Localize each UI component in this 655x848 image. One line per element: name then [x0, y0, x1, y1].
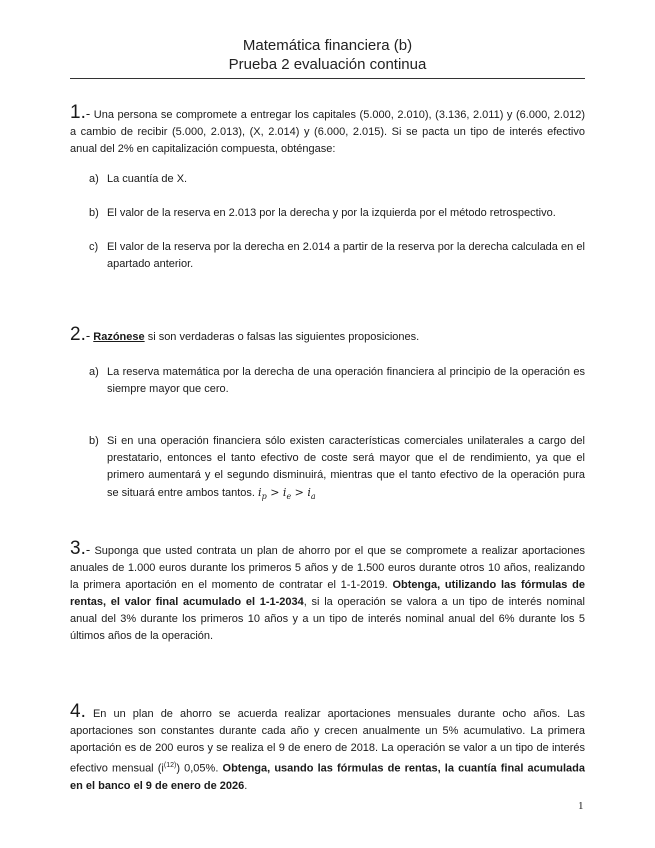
question-4-number: 4.	[70, 701, 86, 722]
item-text: La reserva matemática por la derecha de una operación financiera al principio de la operación es siempre mayor que cero.	[107, 366, 585, 395]
question-4-text: En un plan de ahorro se acuerda realizar aportaciones mensuales durante ocho años. Las aportaciones son constantes durante cada año y crecen anualmente un 5% acumulativo. La primera aportación es de 200 euros y se realiza el 9 de enero de 2018. La operación se valor a un tipo de interés efectivo mensual (i	[70, 708, 585, 775]
question-4	[70, 703, 585, 795]
inequality-formula: $i_p > i_e > i_a$	[258, 486, 316, 502]
item-text: Si en una operación financiera sólo existen características comerciales unilaterales a cargo del prestatario, entonces el tanto efectivo de coste será mayor que el de rendimiento, ya que el primero aumentará y el segundo disminuirá, mientras que el tanto efectivo de la operación pura se situará entre ambos tantos.	[107, 435, 585, 499]
document-title: Matemática financiera (b)	[242, 37, 413, 54]
question-1-dash: -	[85, 106, 91, 121]
question-4-instruction: Obtenga, usando las fórmulas de rentas, la cuantía final acumulada en el banco el 9 de enero de 2026	[70, 762, 585, 792]
question-1-item-b	[89, 205, 585, 222]
question-2-item-b	[89, 433, 585, 505]
question-1-text: Una persona se compromete a entregar los capitales (5.000, 2.010), (3.136, 2.011) y (6.000, 2.012) a cambio de recibir (5.000, 2.013), (X, 2.014) y (6.000, 2.015). Si se pacta un tipo de interés efectivo anual del 2% en capitalización compuesta, obténgase:	[70, 109, 585, 155]
question-3	[70, 540, 585, 645]
question-3-text: Suponga que usted contrata un plan de ahorro por el que se compromete a realizar aportaciones anuales de 1.000 euros durante los primeros 5 años y de 1.500 euros durante otros 10 años, realizando la primera aportación en el momento de contratar el 1-1-2019.	[70, 545, 585, 591]
header-divider	[70, 78, 585, 79]
question-4-text-mid: ) 0,05%.	[176, 762, 219, 775]
question-2	[70, 326, 585, 346]
question-2-number: 2.	[70, 324, 86, 345]
item-label: a)	[89, 173, 99, 185]
item-text: La cuantía de X.	[107, 173, 188, 185]
item-label: b)	[89, 207, 99, 219]
question-2-text: si son verdaderas o falsas las siguientes proposiciones.	[147, 331, 420, 343]
item-label: b)	[89, 435, 99, 447]
question-1-items	[89, 171, 585, 273]
question-1	[70, 104, 585, 158]
question-1-item-a	[89, 171, 585, 188]
page-number: 1	[578, 800, 584, 812]
item-text: El valor de la reserva en 2.013 por la derecha y por la izquierda por el método retrospectivo.	[107, 207, 556, 219]
question-4-superscript: (12)	[163, 762, 177, 769]
question-1-number: 1.	[70, 102, 86, 123]
question-2-lead: Razónese	[93, 331, 145, 343]
question-3-dash: -	[85, 542, 91, 557]
item-label: c)	[89, 241, 99, 253]
item-text: El valor de la reserva por la derecha en 2.014 a partir de la reserva por la derecha calculada en el apartado anterior.	[107, 241, 585, 270]
document-subtitle: Prueba 2 evaluación continua	[228, 56, 427, 73]
document-header	[70, 36, 585, 74]
question-2-dash: -	[85, 328, 91, 343]
question-4-text-end: .	[244, 779, 248, 792]
item-label: a)	[89, 366, 99, 378]
question-2-item-a	[89, 364, 585, 398]
question-3-instruction: Obtenga, utilizando las fórmulas de rentas, el valor final acumulado el 1-1-2034	[70, 579, 585, 608]
question-3-number: 3.	[70, 538, 86, 559]
question-3-text-after: , si la operación se valora a un tipo de interés nominal anual del 3% durante los primeros 10 años y a un tipo de interés nominal anual del 6% durante los 5 últimos años de la operación.	[70, 596, 585, 642]
question-1-item-c	[89, 239, 585, 273]
